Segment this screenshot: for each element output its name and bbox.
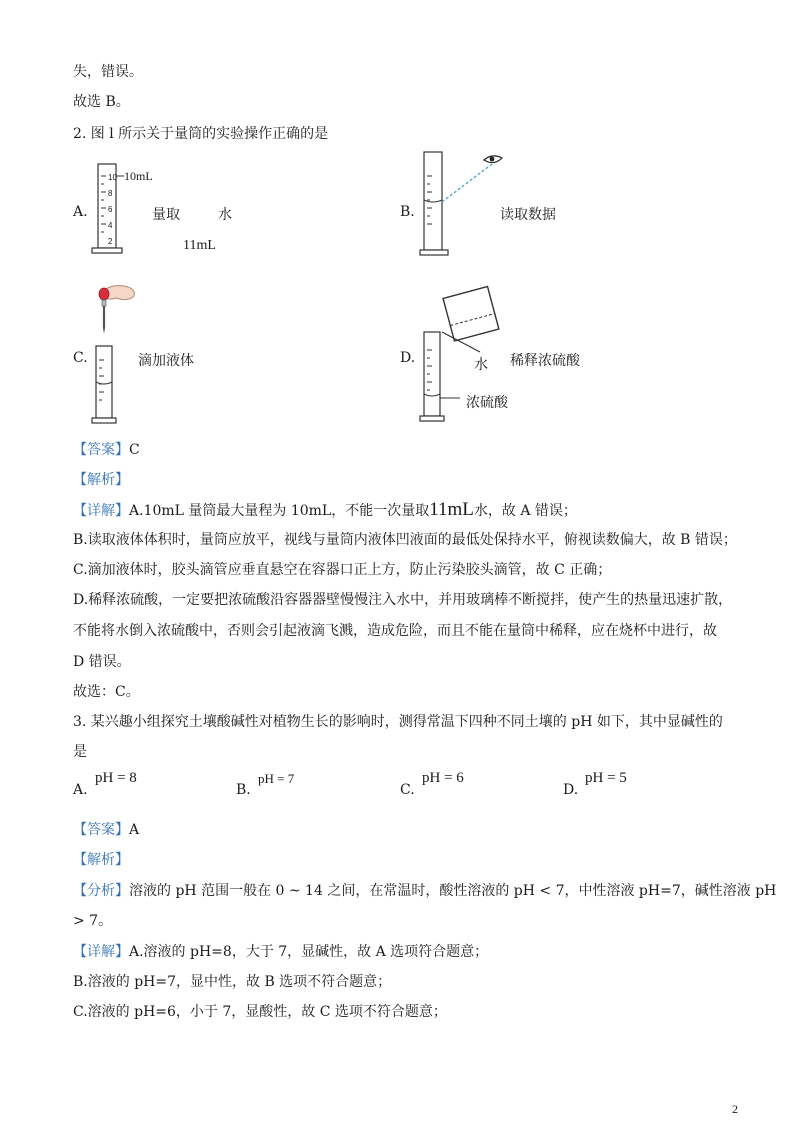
tick-label: 2	[108, 237, 113, 246]
q3-detail-b: B.溶液的 pH=7，显中性，故 B 选项不符合题意；	[73, 974, 392, 990]
q2-option-c-text: 滴加液体	[138, 353, 194, 369]
tick-label: 6	[108, 205, 113, 214]
q3-analysis-tag: 【解析】	[73, 852, 129, 868]
q3-detail-a	[73, 942, 488, 962]
q3-option-a-expr: pH = 8	[95, 770, 137, 786]
answer-tag: 【答案】	[73, 822, 129, 838]
q2-option-b-reading-figure	[420, 150, 510, 260]
intro-line-2: 故选 B。	[73, 94, 130, 110]
q2-option-a-letter: A.	[73, 204, 88, 220]
q2-option-d-water-label: 水	[474, 357, 488, 373]
answer-value: C	[129, 442, 140, 458]
q2-option-a-text-2: 水	[218, 207, 232, 223]
q3-option-d-letter: D.	[563, 782, 579, 798]
q3-stem-2: 是	[73, 744, 87, 760]
q3-option-b-letter: B.	[236, 782, 251, 798]
tick-label: 4	[108, 221, 113, 230]
q2-stem: 2. 图 l 所示关于量筒的实验操作正确的是	[73, 126, 329, 142]
q2-conclusion: 故选：C。	[73, 684, 140, 700]
detail-a-text: A.溶液的 pH=8，大于 7，显碱性，故 A 选项符合题意；	[129, 944, 489, 960]
q2-option-a-scale-label: 10mL	[124, 169, 153, 183]
detail-a-post: 水，故 A 错误；	[473, 503, 577, 519]
q2-detail-d-2: 不能将水倒入浓硫酸中，否则会引起液滴飞溅，造成危险，而且不能在量筒中稀释，应在烧杯中进行，故	[73, 623, 717, 639]
q2-analysis-tag: 【解析】	[73, 472, 129, 488]
q2-option-a-ticks	[108, 170, 117, 250]
page-number: 2	[732, 1102, 738, 1116]
detail-a-pre: A.10mL 量筒最大量程为 10mL，不能一次量取	[129, 503, 430, 519]
q2-detail-d-1: D.稀释浓硫酸，一定要把浓硫酸沿容器器壁慢慢注入水中，并用玻璃棒不断搅拌，使产生的热量迅速扩散，	[73, 592, 733, 608]
q2-detail-b: B.读取液体体积时，量筒应放平，视线与量筒内液体凹液面的最低处保持水平，俯视读数偏大，故 B 错误；	[73, 532, 737, 548]
q3-stem-1: 3. 某兴趣小组探究土壤酸碱性对植物生长的影响时，测得常温下四种不同土壤的 pH 如下，其中显碱性的	[73, 714, 723, 730]
q2-option-a-text-1: 量取	[152, 207, 180, 223]
q2-answer	[73, 440, 140, 460]
q2-option-d-acid-label: 浓硫酸	[466, 395, 508, 411]
q3-fenxi-1	[73, 881, 776, 901]
q3-option-d-expr: pH = 5	[585, 770, 627, 786]
q3-option-b-expr: pH = 7	[258, 771, 295, 786]
q2-option-a-text-3: 11mL	[183, 238, 216, 253]
q3-option-a-letter: A.	[73, 782, 88, 798]
detail-tag: 【详解】	[73, 503, 129, 519]
tick-label: 10	[108, 173, 117, 182]
q2-detail-d-3: D 错误。	[73, 654, 131, 670]
q2-option-c-dropper-figure	[88, 282, 144, 426]
detail-a-volume: 11mL	[429, 499, 474, 520]
q2-detail-a	[73, 500, 577, 521]
q3-fenxi-2: > 7。	[73, 913, 113, 929]
q2-detail-c: C.滴加液体时，胶头滴管应垂直悬空在容器口正上方，防止污染胶头滴管，故 C 正确；	[73, 562, 612, 578]
q2-option-c-letter: C.	[73, 350, 88, 366]
q2-option-d-letter: D.	[400, 350, 416, 366]
fenxi-text: 溶液的 pH 范围一般在 0 ~ 14 之间，在常温时，酸性溶液的 pH < 7，中性溶液 pH=7，碱性溶液 pH	[129, 883, 777, 899]
answer-value: A	[129, 822, 140, 838]
q3-option-c-letter: C.	[400, 782, 415, 798]
q2-option-b-text: 读取数据	[500, 207, 556, 223]
q3-answer	[73, 820, 139, 840]
q3-option-c-expr: pH = 6	[422, 770, 464, 786]
intro-line-1: 失，错误。	[73, 64, 143, 80]
q2-option-d-text: 稀释浓硫酸	[510, 353, 580, 369]
q3-detail-c: C.溶液的 pH=6，小于 7，显酸性，故 C 选项不符合题意；	[73, 1004, 447, 1020]
fenxi-tag: 【分析】	[73, 883, 129, 899]
q2-option-b-letter: B.	[400, 204, 415, 220]
answer-tag: 【答案】	[73, 442, 129, 458]
detail-tag: 【详解】	[73, 944, 129, 960]
tick-label: 8	[108, 189, 113, 198]
